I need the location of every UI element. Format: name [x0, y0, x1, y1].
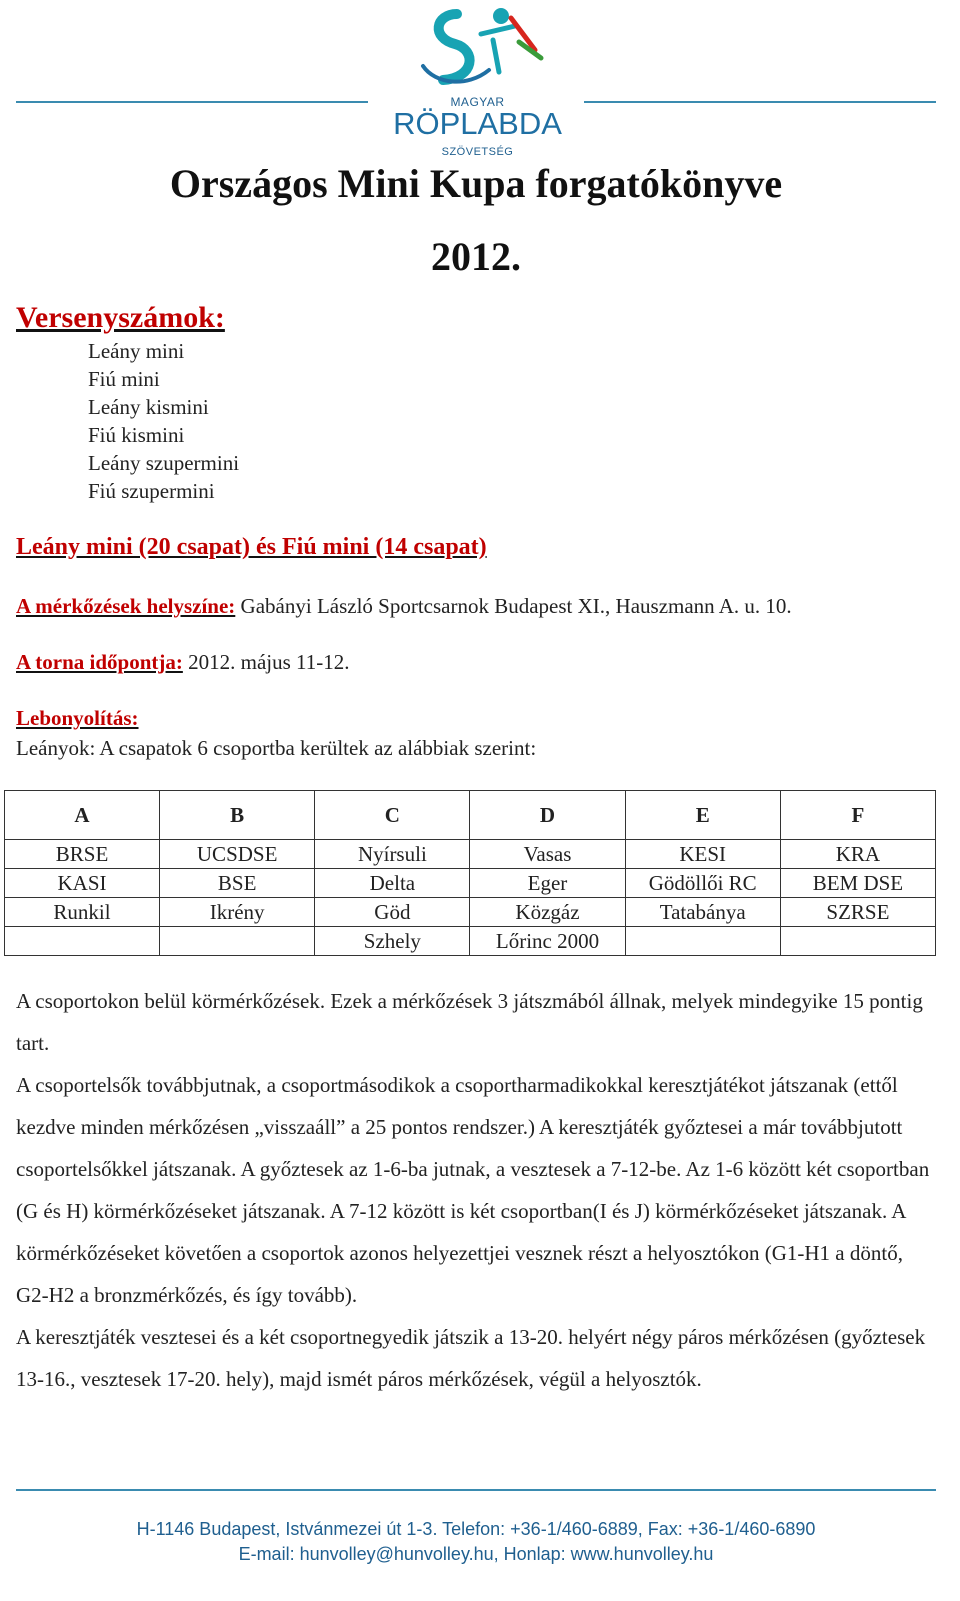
events-list — [88, 337, 239, 505]
rules-paragraph: A csoportokon belül körmérkőzések. Ezek a mérkőzések 3 játszmából állnak, melyek mindegyike 15 pontig tart. — [16, 989, 923, 1055]
team-cell: Lőrinc 2000 — [470, 927, 625, 956]
team-cell: Ikrény — [160, 898, 315, 927]
document-year: 2012. — [431, 234, 521, 279]
venue-label: A mérkőzések helyszíne: — [16, 594, 236, 618]
volleyball-player-logo-icon — [415, 0, 545, 95]
rules-paragraph: A csoportelsők továbbjutnak, a csoportmásodikok a csoportharmadikokkal keresztjátékot játszanak (ettől kezdve minden mérkőzésen „visszaáll” a 25 pontos rendszer.) A keresztjáték győztesei a már továbbjutott csoportelsőkkel játszanak. A győztesek az 1-6-ba jutnak, a vesztesek a 7-12-be. Az 1-6 között két csoportban (G és H) körmérkőzéseket játszanak. A 7-12 között is két csoportban(I és J) körmérkőzéseket játszanak. A körmérkőzéseket követően a csoportok azonos helyezettjei vesznek részt a helyosztókon (G1-H1 a döntő, G2-H2 a bronzmérkőzés, és így tovább). — [16, 1073, 930, 1307]
team-cell: Delta — [315, 869, 470, 898]
team-cell: Gödöllői RC — [625, 869, 780, 898]
event-item: Fiú mini — [88, 367, 160, 391]
document-title: Országos Mini Kupa forgatókönyve — [169, 161, 783, 206]
team-cell: Szhely — [315, 927, 470, 956]
team-cell: KESI — [625, 840, 780, 869]
team-cell: Runkil — [5, 898, 160, 927]
group-header: C — [315, 791, 470, 840]
team-cell — [160, 927, 315, 956]
event-item: Fiú szupermini — [88, 479, 215, 503]
team-cell: Nyírsuli — [315, 840, 470, 869]
event-item: Leány mini — [88, 339, 185, 363]
team-cell: Eger — [470, 869, 625, 898]
team-cell: UCSDSE — [160, 840, 315, 869]
format-label: Lebonyolítás: — [16, 706, 139, 730]
team-cell: Vasas — [470, 840, 625, 869]
table-header-row — [5, 791, 936, 840]
rules-paragraph: A keresztjáték vesztesei és a két csoportnegyedik játszik a 13-20. helyért négy páros mérkőzésen (győztesek 13-16., vesztesek 17-20. hely), majd ismét páros mérkőzések, végül a helyosztók. — [16, 1325, 926, 1391]
format-label-line — [16, 706, 139, 731]
group-header: F — [780, 791, 935, 840]
events-heading: Versenyszámok: — [16, 301, 225, 334]
group-header: A — [5, 791, 160, 840]
team-cell: BEM DSE — [780, 869, 935, 898]
venue-value: Gabányi László Sportcsarnok Budapest XI., Hauszmann A. u. 10. — [235, 594, 792, 618]
event-item: Fiú kismini — [88, 423, 185, 447]
team-cell: Göd — [315, 898, 470, 927]
logo-text-roplabda: RÖPLABDA — [393, 106, 562, 141]
table-row — [5, 840, 936, 869]
team-cell: SZRSE — [780, 898, 935, 927]
team-cell — [780, 927, 935, 956]
venue-line — [16, 594, 792, 619]
group-header: B — [160, 791, 315, 840]
footer-contact: E-mail: hunvolley@hunvolley.hu, Honlap: www.hunvolley.hu — [238, 1544, 714, 1564]
header-rule-left — [16, 101, 368, 103]
group-header: D — [470, 791, 625, 840]
footer-address: H-1146 Budapest, Istvánmezei út 1-3. Telefon: +36-1/460-6889, Fax: +36-1/460-6890 — [136, 1519, 816, 1539]
logo-text-magyar: MAGYAR — [450, 95, 505, 109]
team-cell: Tatabánya — [625, 898, 780, 927]
table-row — [5, 869, 936, 898]
team-cell — [625, 927, 780, 956]
date-value: 2012. május 11-12. — [182, 650, 350, 674]
groups-table — [4, 790, 936, 956]
rules-text — [16, 980, 936, 1400]
team-cell: KASI — [5, 869, 160, 898]
event-item: Leány kismini — [88, 395, 209, 419]
table-row — [5, 898, 936, 927]
team-cell: Közgáz — [470, 898, 625, 927]
section-heading: Leány mini (20 csapat) és Fiú mini (14 csapat) — [16, 534, 487, 560]
event-item: Leány szupermini — [88, 451, 240, 475]
team-cell: KRA — [780, 840, 935, 869]
team-cell: BSE — [160, 869, 315, 898]
date-line — [16, 650, 350, 675]
team-cell: BRSE — [5, 840, 160, 869]
footer-rule — [16, 1489, 936, 1491]
federation-logo — [385, 0, 570, 165]
date-label: A torna időpontja: — [16, 650, 183, 674]
table-row — [5, 927, 936, 956]
group-header: E — [625, 791, 780, 840]
logo-text-szovetseg: SZÖVETSÉG — [441, 146, 514, 158]
team-cell — [5, 927, 160, 956]
format-intro: Leányok: A csapatok 6 csoportba kerültek az alábbiak szerint: — [16, 736, 537, 760]
header-rule-right — [584, 101, 936, 103]
